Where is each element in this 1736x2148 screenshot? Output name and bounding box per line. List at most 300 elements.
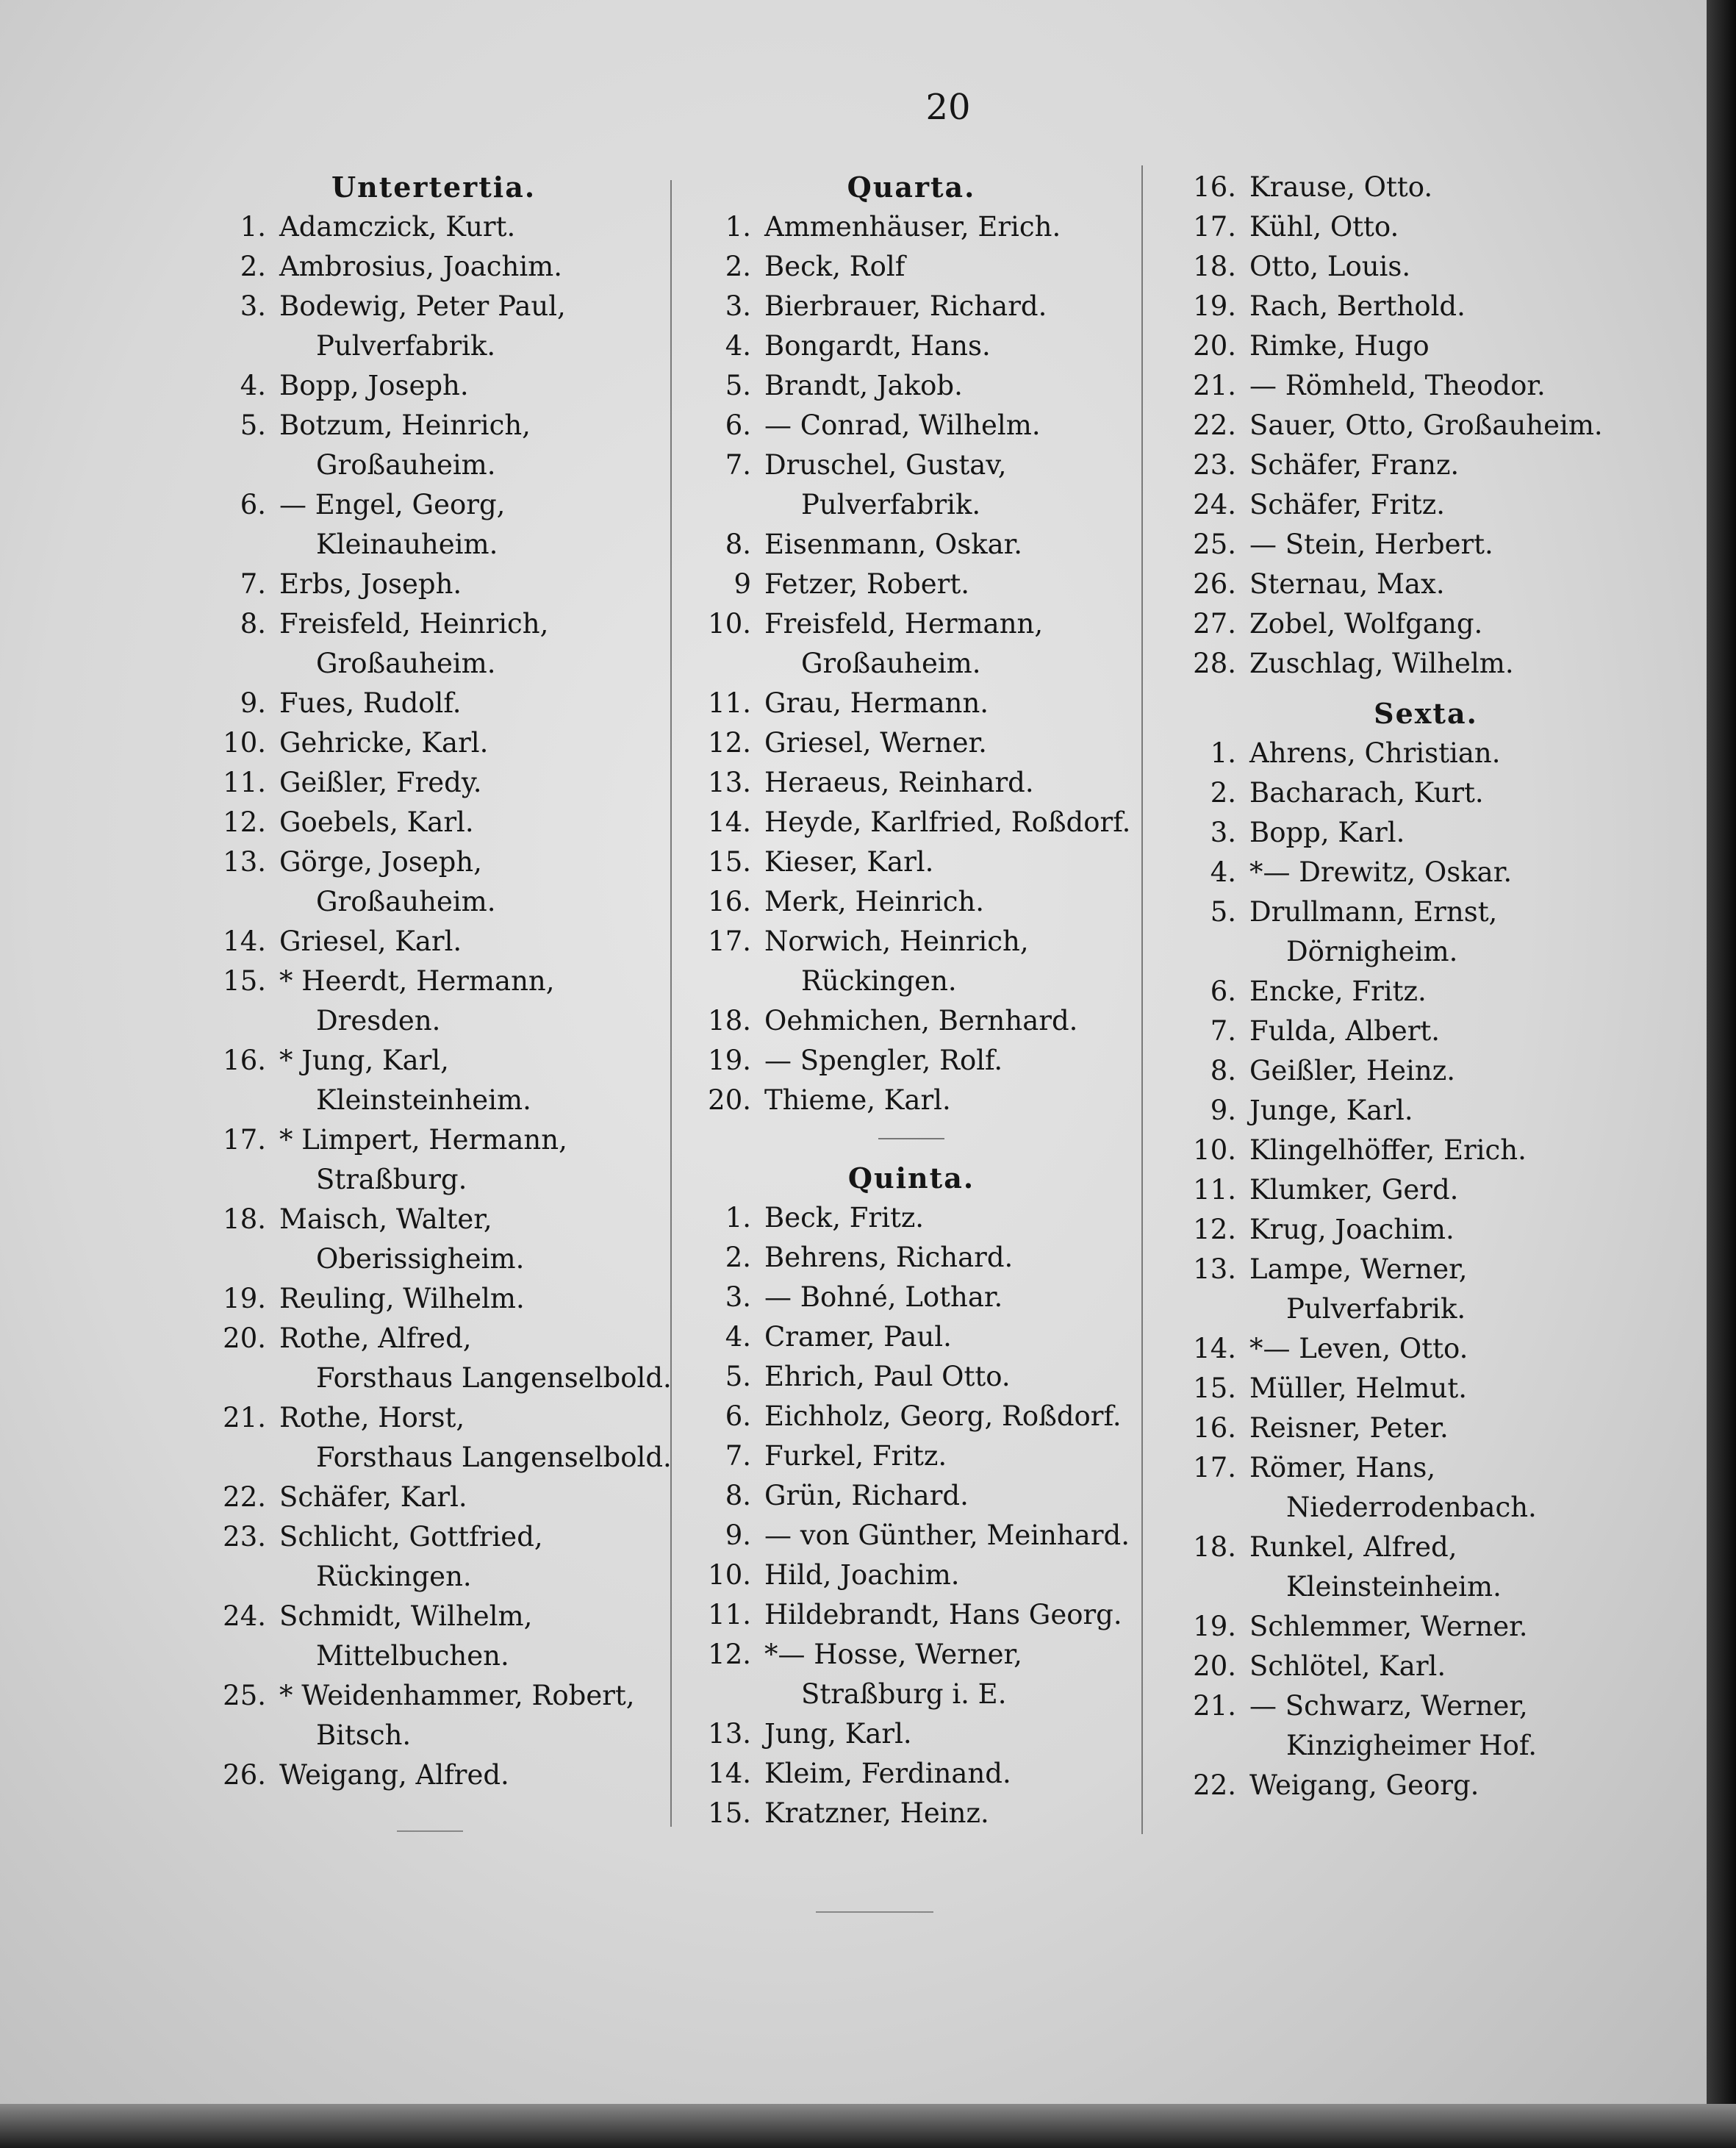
entry-number: 17. [223,1124,266,1156]
entry-location: Kinzigheimer Hof. [1286,1730,1537,1761]
list-item [684,842,1139,882]
column-quarta-quinta [684,168,1139,1833]
entry-number: 26. [223,1759,266,1791]
entry-number: 13. [223,846,266,878]
entry-number: 2. [1210,777,1236,809]
entry-name: Schlötel, Karl. [1249,1650,1446,1682]
list-item [1169,1408,1683,1448]
entry-text [1249,1250,1683,1329]
list-item [198,207,669,247]
entry-number: 10. [223,727,266,759]
entry-text [764,406,1139,445]
entry-name: Botzum, Heinrich, [279,409,531,441]
list-item [684,1714,1139,1754]
list-item [1169,406,1683,445]
entry-name: Reuling, Wilhelm. [279,1283,525,1314]
list-item [1169,326,1683,366]
list-item [684,1198,1139,1238]
list-item [198,1517,669,1597]
entry-number: 12. [708,1639,751,1670]
entry-name: * Jung, Karl, [279,1045,449,1076]
entry-number: 11. [708,687,751,719]
entry-text [1249,1369,1683,1408]
entry-name: Kühl, Otto. [1249,211,1399,243]
list-item [684,1041,1139,1081]
entry-name: Klumker, Gerd. [1249,1174,1459,1206]
entry-name: Beck, Fritz. [764,1202,925,1234]
list-item [684,723,1139,763]
entry-name: Jung, Karl. [764,1718,912,1750]
list-item [684,287,1139,326]
list-item [198,485,669,565]
list-item [1169,813,1683,853]
entry-number: 15. [223,965,266,997]
entry-text [279,1597,669,1676]
entry-number: 11. [223,767,266,798]
entry-text [764,604,1139,684]
list-item [1169,1091,1683,1131]
entry-number: 19. [1193,1611,1236,1642]
entry-text [764,1555,1139,1595]
entry-number: 13. [1193,1253,1236,1285]
entry-name: Furkel, Fritz. [764,1440,947,1472]
entry-location: Forsthaus Langenselbold. [316,1442,672,1473]
entry-text [279,803,669,842]
entry-text [1249,525,1683,565]
entry-number: 7. [240,568,266,600]
entry-number: 13. [708,767,751,798]
entry-number: 27. [1193,608,1236,640]
entry-text [764,1278,1139,1317]
entry-name: Thieme, Karl. [764,1084,951,1116]
list-item [684,604,1139,684]
entry-number: 12. [1193,1214,1236,1245]
entry-text [764,525,1139,565]
entry-text [279,247,669,287]
list-item [1169,1607,1683,1647]
list-item [684,882,1139,922]
entry-name: Encke, Fritz. [1249,975,1427,1007]
entry-name: Bacharach, Kurt. [1249,777,1484,809]
entry-name: Druschel, Gustav, [764,449,1007,481]
entry-name: Schlicht, Gottfried, [279,1521,543,1553]
section-quinta-continued [1169,168,1683,684]
entry-name: Krug, Joachim. [1249,1214,1455,1245]
page-edge-shadow [1707,0,1736,2148]
entry-name: Ambrosius, Joachim. [279,251,563,282]
entry-number: 6. [725,409,751,441]
list-item [1169,892,1683,972]
list-item [684,1754,1139,1794]
entry-number: 12. [708,727,751,759]
list-item [684,1436,1139,1476]
list-item [684,1001,1139,1041]
entry-number: 8. [725,1480,751,1511]
entry-text [1249,1329,1683,1369]
entry-text [1249,972,1683,1012]
list-item [1169,1448,1683,1528]
entry-number: 3. [1210,817,1236,848]
entry-name: Adamczick, Kurt. [279,211,516,243]
list-item [684,525,1139,565]
entry-text [764,1516,1139,1555]
entry-name: Erbs, Joseph. [279,568,462,600]
entry-number: 2. [725,251,751,282]
entry-text [279,1478,669,1517]
list-item [1169,445,1683,485]
column-divider [670,180,672,1827]
entry-number: 3. [725,1281,751,1313]
entry-number: 14. [1193,1333,1236,1364]
entry-name: Fues, Rudolf. [279,687,462,719]
entry-number: 25. [223,1680,266,1711]
entry-number: 1. [725,1202,751,1234]
list-item [1169,287,1683,326]
entry-number: 14. [223,926,266,957]
page-number: 20 [925,87,971,128]
list-item [198,406,669,485]
list-item [1169,168,1683,207]
entry-number: 22. [1193,409,1236,441]
entry-name: — Engel, Georg, [279,489,506,520]
entry-text [279,1676,669,1755]
entry-number: 19. [708,1045,751,1076]
entry-number: 7. [725,449,751,481]
entry-name: Rach, Berthold. [1249,290,1466,322]
entry-text [279,207,669,247]
entry-number: 14. [708,806,751,838]
entry-name: Schäfer, Karl. [279,1481,467,1513]
entry-name: Brandt, Jakob. [764,370,963,401]
list-item [1169,1051,1683,1091]
entry-text [279,485,669,565]
list-item [684,1238,1139,1278]
entry-text [1249,1091,1683,1131]
entry-text [1249,644,1683,684]
entry-number: 18. [1193,251,1236,282]
entry-text [764,1794,1139,1833]
column-quinta-sexta [1169,168,1683,1805]
entry-location: Großauheim. [801,648,981,679]
list-item [198,842,669,922]
entry-text [279,1200,669,1279]
entry-text [764,565,1139,604]
section-sexta [1169,694,1683,1805]
entry-number: 19. [223,1283,266,1314]
entry-text [1249,1607,1683,1647]
entry-text [1249,604,1683,644]
entry-name: Weigang, Alfred. [279,1759,509,1791]
entry-text [1249,1051,1683,1091]
entry-name: Müller, Helmut. [1249,1372,1467,1404]
entry-location: Pulverfabrik. [801,489,981,520]
list-item [198,1279,669,1319]
list-item [198,962,669,1041]
entry-text [279,406,669,485]
entry-name: Bopp, Karl. [1249,817,1405,848]
entry-text [1249,1012,1683,1051]
list-item [198,366,669,406]
entry-number: 18. [708,1005,751,1037]
entry-number: 8. [725,529,751,560]
end-rule [816,1911,933,1913]
entry-text [279,1517,669,1597]
entry-number: 23. [223,1521,266,1553]
list-item [1169,853,1683,892]
entry-text [1249,1766,1683,1805]
entry-text [1249,168,1683,207]
entry-text [1249,565,1683,604]
list-item [684,565,1139,604]
entry-text [279,1398,672,1478]
entry-text [764,1198,1139,1238]
entry-number: 7. [1210,1015,1236,1047]
entry-name: — Schwarz, Werner, [1249,1690,1528,1722]
list-item [1169,247,1683,287]
entry-number: 10. [708,608,751,640]
entry-name: Lampe, Werner, [1249,1253,1468,1285]
entry-text [764,882,1139,922]
entry-text [764,366,1139,406]
entry-name: Cramer, Paul. [764,1321,952,1353]
list-item [684,366,1139,406]
entry-text [764,1476,1139,1516]
entry-number: 25. [1193,529,1236,560]
entry-text [764,1595,1139,1635]
entry-text [1249,1408,1683,1448]
list-item [198,803,669,842]
entry-name: * Heerdt, Hermann, [279,965,555,997]
entry-name: — Stein, Herbert. [1249,529,1493,560]
entry-text [1249,287,1683,326]
entry-number: 1. [240,211,266,243]
entry-text [1249,1528,1683,1607]
list-item [198,1041,669,1120]
entry-number: 7. [725,1440,751,1472]
entry-number: 9 [734,568,751,600]
entry-number: 15. [708,846,751,878]
entry-number: 17. [1193,211,1236,243]
entry-number: 16. [708,886,751,917]
entry-name: Fetzer, Robert. [764,568,969,600]
entry-text [1249,1647,1683,1686]
list-item [684,247,1139,287]
list-item [684,1555,1139,1595]
entry-text [279,287,669,366]
entry-name: Merk, Heinrich. [764,886,985,917]
list-item [198,604,669,684]
entry-number: 4. [725,330,751,362]
entry-number: 8. [1210,1055,1236,1086]
entry-number: 18. [1193,1531,1236,1563]
end-rule [397,1830,463,1832]
list-item [198,1200,669,1279]
list-item [1169,485,1683,525]
entry-text [764,723,1139,763]
section-quarta [684,168,1139,1120]
entry-name: Schmidt, Wilhelm, [279,1600,533,1632]
entry-text [279,922,669,962]
list-item [684,1595,1139,1635]
section-untertertia [198,168,672,1795]
entry-name: Rothe, Horst, [279,1402,465,1433]
entry-number: 15. [708,1797,751,1829]
list-item [1169,1012,1683,1051]
entry-text [764,684,1139,723]
entry-location: Dresden. [316,1005,441,1037]
entry-name: Bopp, Joseph. [279,370,469,401]
entry-number: 1. [1210,737,1236,769]
list-item [198,1597,669,1676]
entry-text [764,842,1139,882]
entry-name: Schäfer, Franz. [1249,449,1460,481]
entry-number: 22. [223,1481,266,1513]
entry-location: Bitsch. [316,1719,412,1751]
entry-number: 1. [725,211,751,243]
entry-name: Klingelhöffer, Erich. [1249,1134,1527,1166]
entry-name: * Limpert, Hermann, [279,1124,567,1156]
entry-name: Eisenmann, Oskar. [764,529,1023,560]
entry-text [764,207,1139,247]
entry-name: Rimke, Hugo [1249,330,1430,362]
list-item [198,1398,672,1478]
entry-number: 22. [1193,1769,1236,1801]
entry-text [764,1714,1139,1754]
list-item [1169,1528,1683,1607]
entry-text [279,684,669,723]
list-item [198,565,669,604]
entry-location: Niederrodenbach. [1286,1492,1537,1523]
entry-number: 6. [1210,975,1236,1007]
entry-location: Kleinsteinheim. [1286,1571,1502,1603]
entry-location: Rückingen. [316,1561,472,1592]
entry-text [279,1279,669,1319]
entry-location: Oberissigheim. [316,1243,525,1275]
entry-text [279,763,669,803]
entry-name: Norwich, Heinrich, [764,926,1029,957]
entry-name: Römer, Hans, [1249,1452,1436,1483]
entry-text [764,1397,1139,1436]
entry-text [1249,406,1683,445]
list-item [1169,734,1683,773]
entry-name: Schlemmer, Werner. [1249,1611,1528,1642]
list-item [684,1357,1139,1397]
list-item [684,684,1139,723]
list-item [198,1120,669,1200]
entry-text [764,1436,1139,1476]
list-item [1169,1210,1683,1250]
entry-name: * Weidenhammer, Robert, [279,1680,635,1711]
list-item [198,1676,669,1755]
list-item [198,763,669,803]
entry-name: Junge, Karl. [1249,1095,1413,1126]
entry-number: 23. [1193,449,1236,481]
entry-text [1249,326,1683,366]
entry-text [764,803,1139,842]
entry-text [1249,445,1683,485]
list-item [1169,1170,1683,1210]
list-item [684,406,1139,445]
list-item [198,1755,669,1795]
entry-number: 20. [223,1322,266,1354]
list-item [1169,972,1683,1012]
entry-number: 28. [1193,648,1236,679]
entry-location: Großauheim. [316,886,496,917]
entry-text [1249,1131,1683,1170]
entry-text [1249,813,1683,853]
entry-name: *— Leven, Otto. [1249,1333,1468,1364]
entry-name: Freisfeld, Hermann, [764,608,1044,640]
list-item [1169,1686,1683,1766]
list-item [1169,1647,1683,1686]
entry-name: — Bohné, Lothar. [764,1281,1003,1313]
entry-number: 16. [223,1045,266,1076]
list-item [684,207,1139,247]
entry-text [1249,247,1683,287]
entry-location: Kleinauheim. [316,529,498,560]
list-item [198,1319,672,1398]
entry-number: 13. [708,1718,751,1750]
entry-number: 9. [240,687,266,719]
entry-name: — Conrad, Wilhelm. [764,409,1041,441]
entry-location: Großauheim. [316,648,496,679]
entry-name: Hildebrandt, Hans Georg. [764,1599,1122,1630]
entry-text [1249,734,1683,773]
list-item [1169,1369,1683,1408]
entry-name: Gehricke, Karl. [279,727,489,759]
entry-text [764,1001,1139,1041]
entry-text [279,1120,669,1200]
entry-name: — Spengler, Rolf. [764,1045,1003,1076]
list-item [684,763,1139,803]
list-item [1169,1329,1683,1369]
entry-name: — Römheld, Theodor. [1249,370,1546,401]
entry-name: Ahrens, Christian. [1249,737,1501,769]
entry-name: Grau, Hermann. [764,687,989,719]
entry-name: Kieser, Karl. [764,846,934,878]
entry-name: Krause, Otto. [1249,171,1433,203]
entry-number: 5. [240,409,266,441]
entry-text [1249,892,1683,972]
entry-text [279,1041,669,1120]
entry-text [279,604,669,684]
entry-number: 20. [1193,330,1236,362]
entry-name: Ammenhäuser, Erich. [764,211,1061,243]
list-item [1169,644,1683,684]
entry-name: Griesel, Karl. [279,926,462,957]
entry-name: Reisner, Peter. [1249,1412,1449,1444]
entry-number: 17. [708,926,751,957]
entry-text [764,445,1139,525]
section-heading: Quinta. [847,1161,975,1195]
entry-text [1249,773,1683,813]
entry-number: 11. [708,1599,751,1630]
entry-text [1249,1686,1683,1766]
entry-name: Beck, Rolf [764,251,905,282]
entry-number: 4. [1210,856,1236,888]
entry-location: Mittelbuchen. [316,1640,509,1672]
entry-number: 17. [1193,1452,1236,1483]
entry-text [1249,366,1683,406]
list-item [684,1476,1139,1516]
entry-number: 26. [1193,568,1236,600]
entry-text [764,1317,1139,1357]
entry-name: Runkel, Alfred, [1249,1531,1457,1563]
entry-name: Zuschlag, Wilhelm. [1249,648,1514,679]
entry-name: Sauer, Otto, Großauheim. [1249,409,1603,441]
entry-text [764,1081,1139,1120]
entry-number: 5. [725,1361,751,1392]
